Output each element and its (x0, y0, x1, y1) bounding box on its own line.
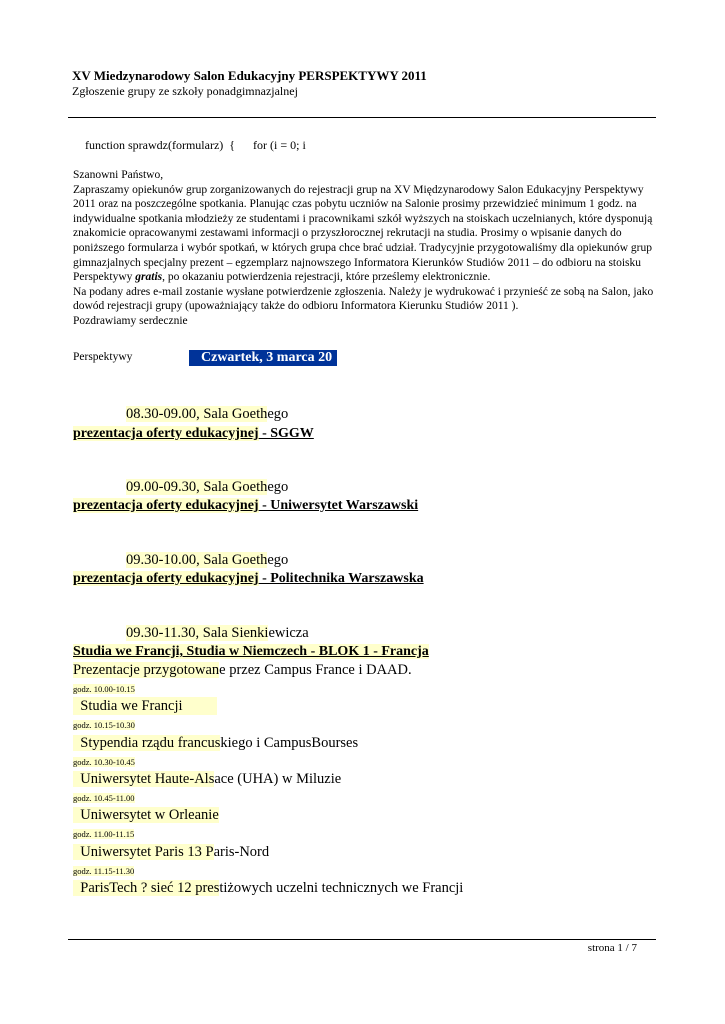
session-time: 08.30-09.00, Sala Goethego (126, 406, 289, 422)
script-text-line: function sprawdz(formularz) { for (i = 0; i (85, 138, 306, 152)
intro-paragraph-2: Na podany adres e-mail zostanie wysłane potwierdzenie zgłoszenia. Należy je wydrukować i przynieść ze sobą na Salon, jako dowód rejestracji grupy (upoważniający także do odbioru Informatora Kierunku Studiów 2011 ). (73, 285, 654, 313)
signature: Perspektywy (73, 351, 133, 363)
block-title: Studia we Francji, Studia w Niemczech - BLOK 1 - Francja (73, 644, 429, 659)
session-time: 09.00-09.30, Sala Goethego (126, 479, 289, 495)
block-item: Uniwersytet Paris 13 Paris-Nord (73, 844, 270, 860)
item-hour: godz. 11.00-11.15 (73, 829, 135, 839)
block-subtitle: Prezentacje przygotowane przez Campus France i DAAD. (73, 662, 412, 678)
document-title: XV Miedzynarodowy Salon Edukacyjny PERSPEKTYWY 2011 (72, 68, 427, 83)
page-number: strona 1 / 7 (587, 942, 637, 954)
item-hour: godz. 10.45-11.00 (73, 793, 135, 803)
salutation: Szanowni Państwo, (73, 169, 164, 181)
item-hour: godz. 10.15-10.30 (73, 720, 135, 730)
block-item: Uniwersytet Haute-Alsace (UHA) w Miluzie (73, 771, 342, 787)
document-subtitle: Zgłoszenie grupy ze szkoły ponadgimnazjalnej (72, 84, 298, 98)
item-hour: godz. 11.15-11.30 (73, 866, 135, 876)
session-title: prezentacja oferty edukacyjnej - SGGW (73, 426, 314, 441)
session-time: 09.30-10.00, Sala Goethego (126, 552, 289, 568)
item-hour: godz. 10.00-10.15 (73, 684, 135, 694)
item-hour: godz. 10.30-10.45 (73, 757, 135, 767)
gratis-emphasis: gratis (135, 271, 163, 284)
session-title: prezentacja oferty edukacyjnej - Uniwersytet Warszawski (73, 498, 419, 513)
closing-line: Pozdrawiamy serdecznie (73, 314, 188, 327)
document-header (72, 68, 427, 99)
block-time: 09.30-11.30, Sala Sienkiewicza (126, 625, 309, 641)
header-divider (68, 117, 656, 118)
date-banner: Czwartek, 3 marca 20 (189, 350, 337, 366)
signature-row (73, 350, 633, 366)
block-item: Studia we Francji (73, 697, 217, 715)
block-item: Stypendia rządu francuskiego i CampusBourses (73, 735, 359, 751)
block-item: ParisTech ? sieć 12 prestiżowych uczelni technicznych we Francji (73, 880, 464, 896)
footer-divider (68, 939, 656, 940)
block-item: Uniwersytet w Orleanie (73, 807, 219, 823)
intro-letter (73, 168, 663, 329)
intro-paragraph-1: Zapraszamy opiekunów grup zorganizowanych do rejestracji grup na XV Międzynarodowy Salon Edukacyjny Perspektywy 2011 oraz na poszczególne spotkania. Planując czas pobytu uczniów na Salonie prosimy przewidzieć minimum 1 godz. na indywidualne spotkania młodzieży ze studentami i pracownikami szkół wyższych na stoiskach uczelnianych, które dysponują znakomicie opracowanymi zestawami informacji o przyszłorocznej rekrutacji na studia. Prosimy o wpisanie danych do poniższego formularza i wybór spotkań, w których grupa chce brać udział. Tradycyjnie przygotowaliśmy dla opiekunów grup gimnazjalnych specjalny prezent – egzemplarz najnowszego Informatora Kierunków Studiów 2011 – do odbioru na stoisku Perspektywy gratis, po okazaniu potwierdzenia rejestracji, które prześlemy elektronicznie. (73, 183, 653, 284)
session-title: prezentacja oferty edukacyjnej - Politechnika Warszawska (73, 571, 424, 586)
